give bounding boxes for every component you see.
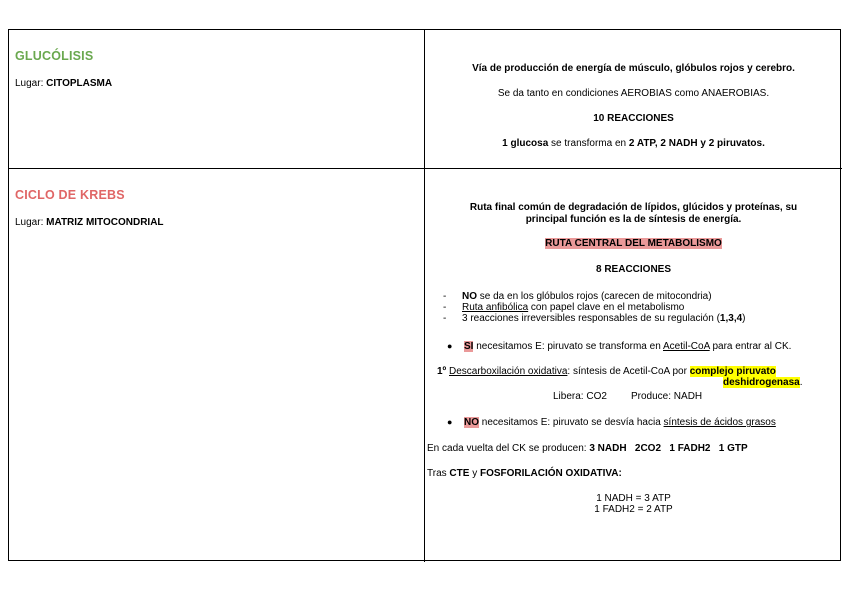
glucolisis-lugar-value: CITOPLASMA <box>46 78 113 89</box>
krebs-tras: Tras CTE y FOSFORILACIÓN OXIDATIVA: <box>427 468 622 479</box>
list-item: - 3 reacciones irreversibles responsables de su regulación (1,3,4) <box>443 313 746 324</box>
krebs-libera: Libera: CO2 <box>553 391 607 402</box>
bullet-icon: ● <box>447 417 453 427</box>
krebs-reactions: 8 REACCIONES <box>595 264 671 275</box>
glucolisis-header-cell <box>9 30 425 169</box>
glucolisis-detail-cell <box>425 30 842 169</box>
krebs-lugar: Lugar: MATRIZ MITOCONDRIAL <box>15 217 164 228</box>
krebs-vuelta: En cada vuelta del CK se producen: 3 NADH 2CO2 1 FADH2 1 GTP <box>427 443 748 454</box>
krebs-intro-1: Ruta final común de degradación de lípidos, glúcidos y proteínas, su <box>469 202 798 213</box>
krebs-si-item: ● SI necesitamos E: piruvato se transforma en Acetil-CoA para entrar al CK. <box>447 341 792 352</box>
krebs-central: RUTA CENTRAL DEL METABOLISMO <box>545 238 722 249</box>
krebs-title: CICLO DE KREBS <box>15 188 125 202</box>
krebs-eq-2: 1 FADH2 = 2 ATP <box>594 504 673 515</box>
glucolisis-reactions: 10 REACCIONES <box>593 113 674 124</box>
glucolisis-line-4: 1 glucosa se transforma en 2 ATP, 2 NADH y 2 piruvatos. <box>502 138 765 149</box>
krebs-no-item: ● NO necesitamos E: piruvato se desvía hacia síntesis de ácidos grasos <box>447 417 776 428</box>
summary-table <box>8 29 841 561</box>
list-item: - Ruta anfibólica con papel clave en el metabolismo <box>443 302 685 313</box>
krebs-eq-1: 1 NADH = 3 ATP <box>596 493 671 504</box>
glucolisis-line-2: Se da tanto en condiciones AEROBIAS como ANAEROBIAS. <box>497 88 770 99</box>
glucolisis-title: GLUCÓLISIS <box>15 49 94 63</box>
krebs-list <box>443 291 746 324</box>
krebs-produce: Produce: NADH <box>631 391 703 402</box>
glucolisis-lugar: Lugar: CITOPLASMA <box>15 78 113 89</box>
krebs-detail-cell <box>425 169 842 562</box>
list-item: - NO se da en los glóbulos rojos (carecen de mitocondria) <box>443 291 712 302</box>
krebs-header-cell <box>9 169 425 562</box>
bullet-icon: ● <box>447 341 453 351</box>
glucolisis-line-1: Vía de producción de energía de músculo, glóbulos rojos y cerebro. <box>472 63 795 74</box>
krebs-intro-2: principal función es la de síntesis de energía. <box>525 214 742 225</box>
krebs-decarb: 1º Descarboxilación oxidativa: síntesis de Acetil-CoA por complejo piruvato <box>437 366 776 377</box>
krebs-enzyme-2: deshidrogenasa. <box>723 377 803 388</box>
krebs-lugar-value: MATRIZ MITOCONDRIAL <box>46 217 164 228</box>
